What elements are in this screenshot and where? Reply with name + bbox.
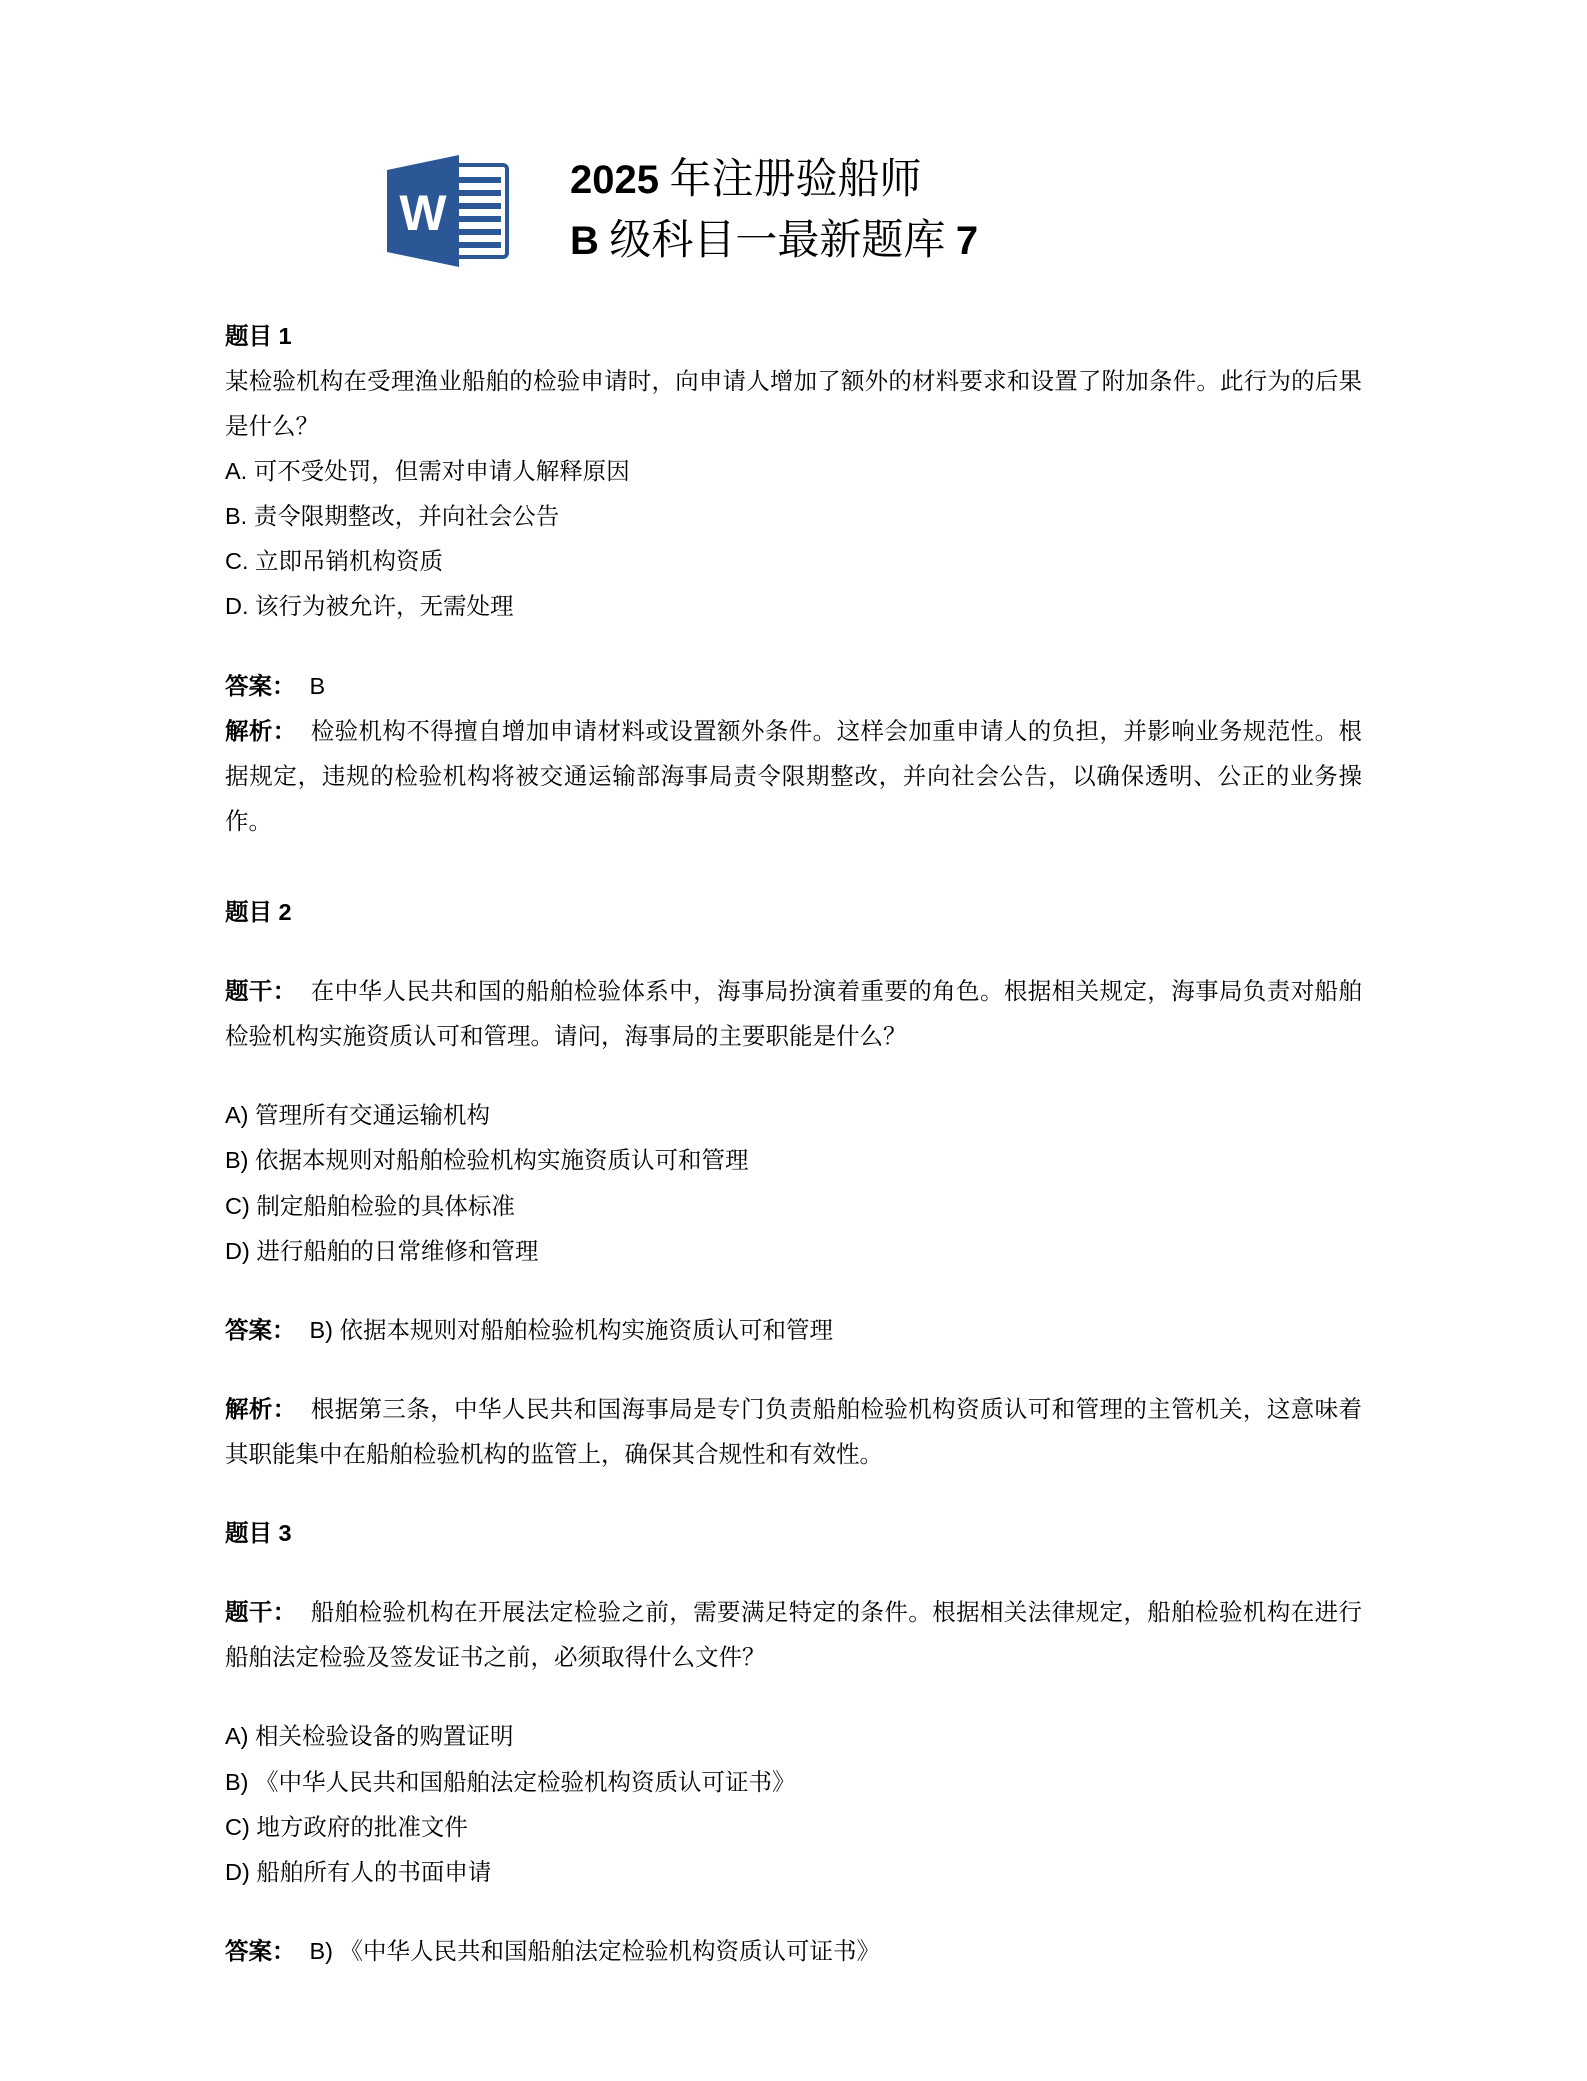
analysis-value-1: 检验机构不得擅自增加申请材料或设置额外条件。这样会加重申请人的负担，并影响业务规范性。根据规定，违规的检验机构将被交通运输部海事局责令限期整改，并向社会公告，以确保透明、公正的业务操作。 [225,717,1363,834]
answer-value-3: B) 《中华人民共和国船舶法定检验机构资质认可证书》 [309,1937,881,1964]
title-year: 2025 [570,158,659,202]
question-block-1 [225,314,1362,844]
question-1-option-c[interactable]: C. 立即吊销机构资质 [225,548,444,575]
question-1-heading: 题目 1 [225,322,292,349]
answer-label-2: 答案： [225,1316,296,1343]
document-header [225,0,1362,272]
stem-label-3: 题干： [225,1599,297,1626]
answer-value-2: B) 依据本规则对船舶检验机构实施资质认可和管理 [309,1316,834,1343]
analysis-label-2: 解析： [225,1395,297,1422]
question-1-stem: 某检验机构在受理渔业船舶的检验申请时，向申请人增加了额外的材料要求和设置了附加条件。此行为的后果是什么？ [225,367,1362,439]
question-1-analysis [225,709,1362,844]
question-block-2 [225,890,1362,1477]
question-3-option-c[interactable]: C) 地方政府的批准文件 [225,1813,468,1840]
title-line-1 [570,150,978,211]
question-1-option-b[interactable]: B. 责令限期整改，并向社会公告 [225,503,560,530]
title-number: 7 [955,218,979,263]
question-2-option-a[interactable]: A) 管理所有交通运输机构 [225,1102,491,1129]
question-3-heading: 题目 3 [225,1520,292,1547]
title-line-1-text: 年注册验船师 [658,157,922,203]
question-3-answer [225,1929,1362,1974]
question-block-3 [225,1511,1362,1974]
question-1-option-a[interactable]: A. 可不受处罚，但需对申请人解释原因 [225,458,630,485]
title-level: B [570,218,599,263]
question-2-option-d[interactable]: D) 进行船舶的日常维修和管理 [225,1237,539,1264]
question-3-stem [225,1590,1362,1680]
analysis-value-2: 根据第三条，中华人民共和国海事局是专门负责船舶检验机构资质认可和管理的主管机关，这意味着其职能集中在船舶检验机构的监管上，确保其合规性和有效性。 [225,1395,1363,1467]
stem-value-3: 船舶检验机构在开展法定检验之前，需要满足特定的条件。根据相关法律规定，船舶检验机构在进行船舶法定检验及签发证书之前，必须取得什么文件？ [225,1599,1363,1671]
answer-value-1: B [309,672,326,699]
svg-text:W: W [399,184,447,241]
question-2-stem [225,969,1362,1059]
answer-label-3: 答案： [225,1937,296,1964]
question-3-option-b[interactable]: B) 《中华人民共和国船舶法定检验机构资质认可证书》 [225,1768,796,1795]
question-3-option-a[interactable]: A) 相关检验设备的购置证明 [225,1723,514,1750]
document-title [570,150,978,272]
document-body [225,314,1362,1974]
question-2-option-b[interactable]: B) 依据本规则对船舶检验机构实施资质认可和管理 [225,1147,749,1174]
question-2-answer [225,1308,1362,1353]
stem-value-2: 在中华人民共和国的船舶检验体系中，海事局扮演着重要的角色。根据相关规定，海事局负责对船舶检验机构实施资质认可和管理。请问，海事局的主要职能是什么？ [225,978,1363,1050]
analysis-label-1: 解析： [225,717,297,744]
answer-label-1: 答案： [225,672,296,699]
question-2-analysis [225,1387,1362,1477]
question-3-option-d[interactable]: D) 船舶所有人的书面申请 [225,1858,492,1885]
word-document-icon [385,152,510,270]
question-1-option-d[interactable]: D. 该行为被允许，无需处理 [225,593,514,620]
question-2-heading: 题目 2 [225,898,292,925]
stem-label-2: 题干： [225,978,297,1005]
title-line-2 [570,211,978,272]
question-2-option-c[interactable]: C) 制定船舶检验的具体标准 [225,1192,515,1219]
title-line-2-text: 级科目一最新题库 [598,217,956,264]
question-1-answer [225,664,1362,709]
